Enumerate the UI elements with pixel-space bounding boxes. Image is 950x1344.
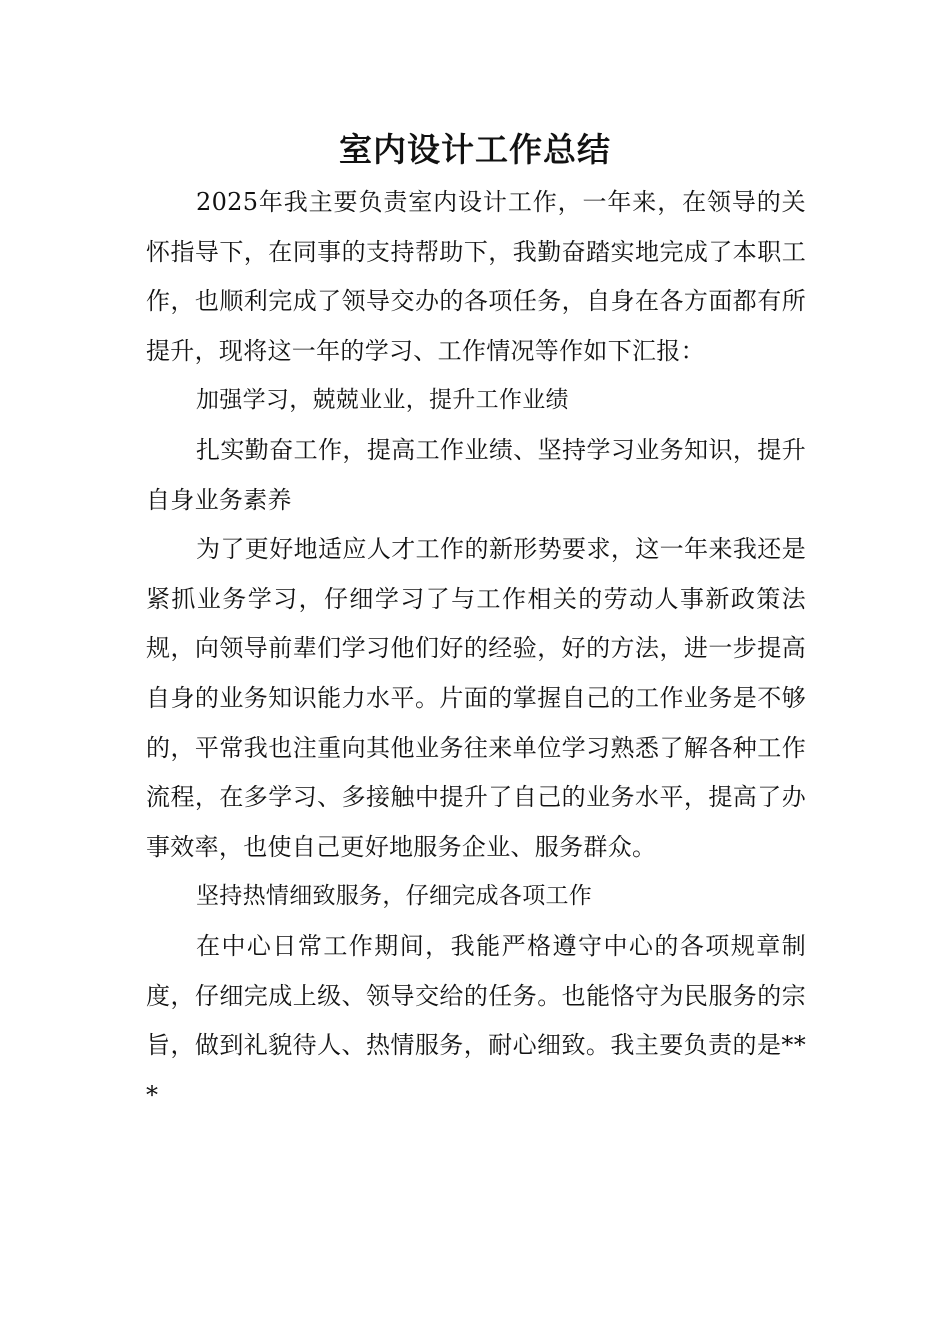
paragraph-subheading-diligence: 扎实勤奋工作，提高工作业绩、坚持学习业务知识，提升自身业务素养 <box>146 435 806 514</box>
section-heading-study: 加强学习，兢兢业业，提升工作业绩 <box>196 387 569 414</box>
paragraph-service-details: 在中心日常工作期间，我能严格遵守中心的各项规章制度，仔细完成上级、领导交给的任务。也能恪守为民服务的宗旨，做到礼貌待人、热情服务，耐心细致。我主要负责的是*** <box>146 931 806 1109</box>
document-body <box>146 178 806 1120</box>
paragraph-study-details: 为了更好地适应人才工作的新形势要求，这一年来我还是紧抓业务学习，仔细学习了与工作相关的劳动人事新政策法规，向领导前辈们学习他们好的经验，好的方法，进一步提高自身的业务知识能力水平。片面的掌握自己的工作业务是不够的，平常我也注重向其他业务往来单位学习熟悉了解各种工作流程，在多学习、多接触中提升了自己的业务水平，提高了办事效率，也使自己更好地服务企业、服务群众。 <box>146 535 806 861</box>
document-title: 室内设计工作总结 <box>339 130 611 169</box>
paragraph-intro: 2025年我主要负责室内设计工作，一年来，在领导的关怀指导下，在同事的支持帮助下，我勤奋踏实地完成了本职工作，也顺利完成了领导交办的各项任务，自身在各方面都有所提升，现将这一年的学习、工作情况等作如下汇报： <box>146 188 806 365</box>
section-heading-service: 坚持热情细致服务，仔细完成各项工作 <box>196 883 593 910</box>
